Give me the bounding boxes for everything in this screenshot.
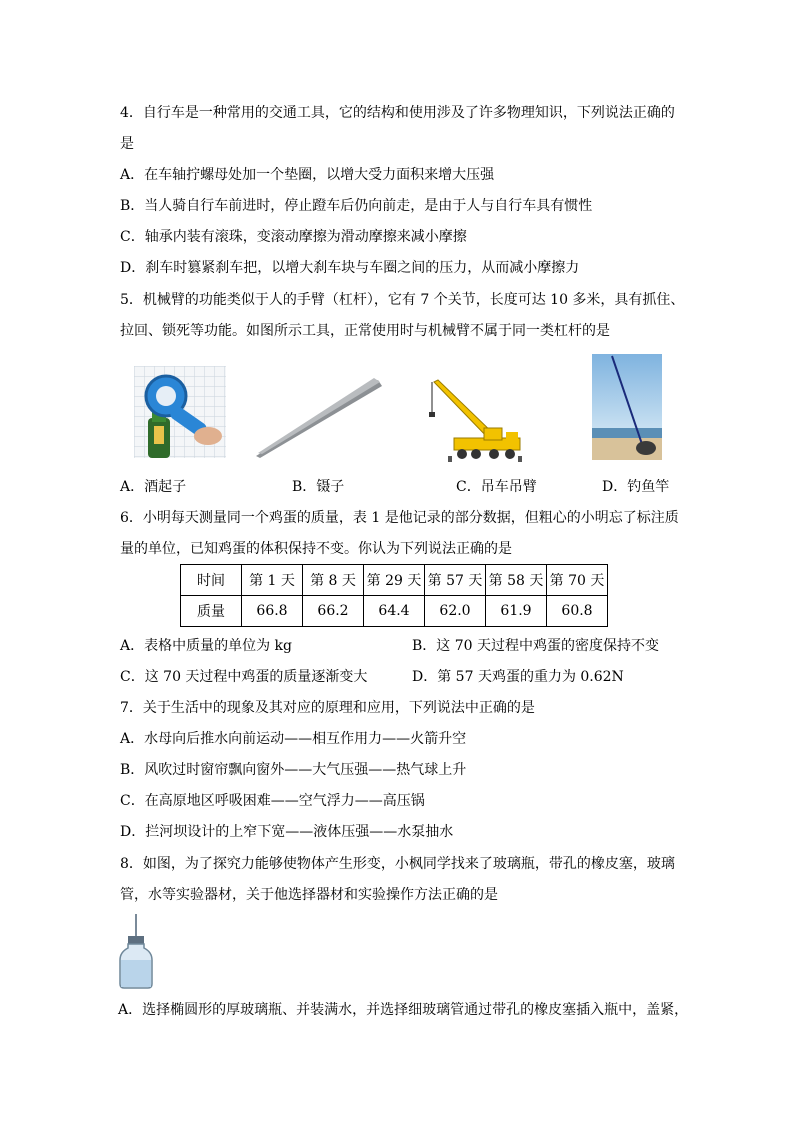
bottle-opener-image — [134, 366, 226, 458]
q7-option-a: A．水母向后推水向前运动——相互作用力——火箭升空 — [120, 731, 467, 747]
q8-option-a: A．选择椭圆形的厚玻璃瓶、并装满水，并选择细玻璃管通过带孔的橡皮塞插入瓶中，盖紧， — [118, 1002, 689, 1018]
table-row — [181, 596, 608, 627]
glass-bottle-image — [116, 914, 156, 990]
caption-b: B．镊子 — [292, 479, 345, 495]
egg-mass-table — [180, 564, 608, 627]
table-cell: 质量 — [181, 596, 242, 627]
table-header-cell: 第 57 天 — [425, 565, 486, 596]
table-cell: 66.8 — [242, 596, 303, 627]
caption-c: C．吊车吊臂 — [456, 479, 537, 495]
q4-stem-line2: 是 — [120, 136, 134, 152]
q7-option-b: B．风吹过时窗帘飘向窗外——大气压强——热气球上升 — [120, 762, 467, 778]
q5-stem-line1: 5．机械臂的功能类似于人的手臂（杠杆），它有 7 个关节，长度可达 10 多米，具有抓住、 — [120, 292, 685, 308]
table-cell: 66.2 — [303, 596, 364, 627]
q4-option-c: C．轴承内装有滚珠，变滚动摩擦为滑动摩擦来减小摩擦 — [120, 229, 467, 245]
table-header-cell: 第 29 天 — [364, 565, 425, 596]
table-header-cell: 第 8 天 — [303, 565, 364, 596]
q8-stem-line2: 管，水等实验器材，关于他选择器材和实验操作方法正确的是 — [120, 887, 498, 903]
table-header-cell: 第 70 天 — [547, 565, 608, 596]
q7-option-d: D．拦河坝设计的上窄下宽——液体压强——水泵抽水 — [120, 824, 454, 840]
q4-option-b: B．当人骑自行车前进时，停止蹬车后仍向前走，是由于人与自行车具有惯性 — [120, 198, 593, 214]
table-header-cell: 第 1 天 — [242, 565, 303, 596]
q5-stem-line2: 拉回、锁死等功能。如图所示工具，正常使用时与机械臂不属于同一类杠杆的是 — [120, 323, 610, 339]
q8-stem-line1: 8．如图，为了探究力能够使物体产生形变，小枫同学找来了玻璃瓶，带孔的橡皮塞，玻璃 — [120, 856, 675, 872]
table-cell: 62.0 — [425, 596, 486, 627]
q6-stem-line1: 6．小明每天测量同一个鸡蛋的质量，表 1 是他记录的部分数据，但粗心的小明忘了标注质 — [120, 510, 679, 526]
crane-image — [424, 372, 524, 464]
q7-stem: 7．关于生活中的现象及其对应的原理和应用，下列说法中正确的是 — [120, 700, 535, 716]
q7-option-c: C．在高原地区呼吸困难——空气浮力——高压锅 — [120, 793, 425, 809]
table-header-row — [181, 565, 608, 596]
table-header-cell: 第 58 天 — [486, 565, 547, 596]
fishing-rod-image — [592, 354, 662, 460]
q6-option-a: A．表格中质量的单位为 kg — [120, 638, 293, 654]
q4-option-a: A．在车轴拧螺母处加一个垫圈，以增大受力面积来增大压强 — [120, 167, 495, 183]
table-cell: 61.9 — [486, 596, 547, 627]
tweezers-image — [252, 374, 384, 464]
q4-option-d: D．刹车时篡紧刹车把，以增大刹车块与车圈之间的压力，从而减小摩擦力 — [120, 260, 580, 276]
caption-a: A．酒起子 — [120, 479, 187, 495]
q6-option-d: D．第 57 天鸡蛋的重力为 0.62N — [412, 669, 624, 685]
q6-stem-line2: 量的单位，已知鸡蛋的体积保持不变。你认为下列说法正确的是 — [120, 541, 512, 557]
q6-option-c: C．这 70 天过程中鸡蛋的质量逐渐变大 — [120, 669, 368, 685]
q6-option-b: B．这 70 天过程中鸡蛋的密度保持不变 — [412, 638, 660, 654]
table-cell: 60.8 — [547, 596, 608, 627]
q4-stem-line1: 4．自行车是一种常用的交通工具，它的结构和使用涉及了许多物理知识，下列说法正确的 — [120, 105, 675, 121]
table-cell: 64.4 — [364, 596, 425, 627]
table-header-cell: 时间 — [181, 565, 242, 596]
caption-d: D．钓鱼竿 — [602, 479, 670, 495]
